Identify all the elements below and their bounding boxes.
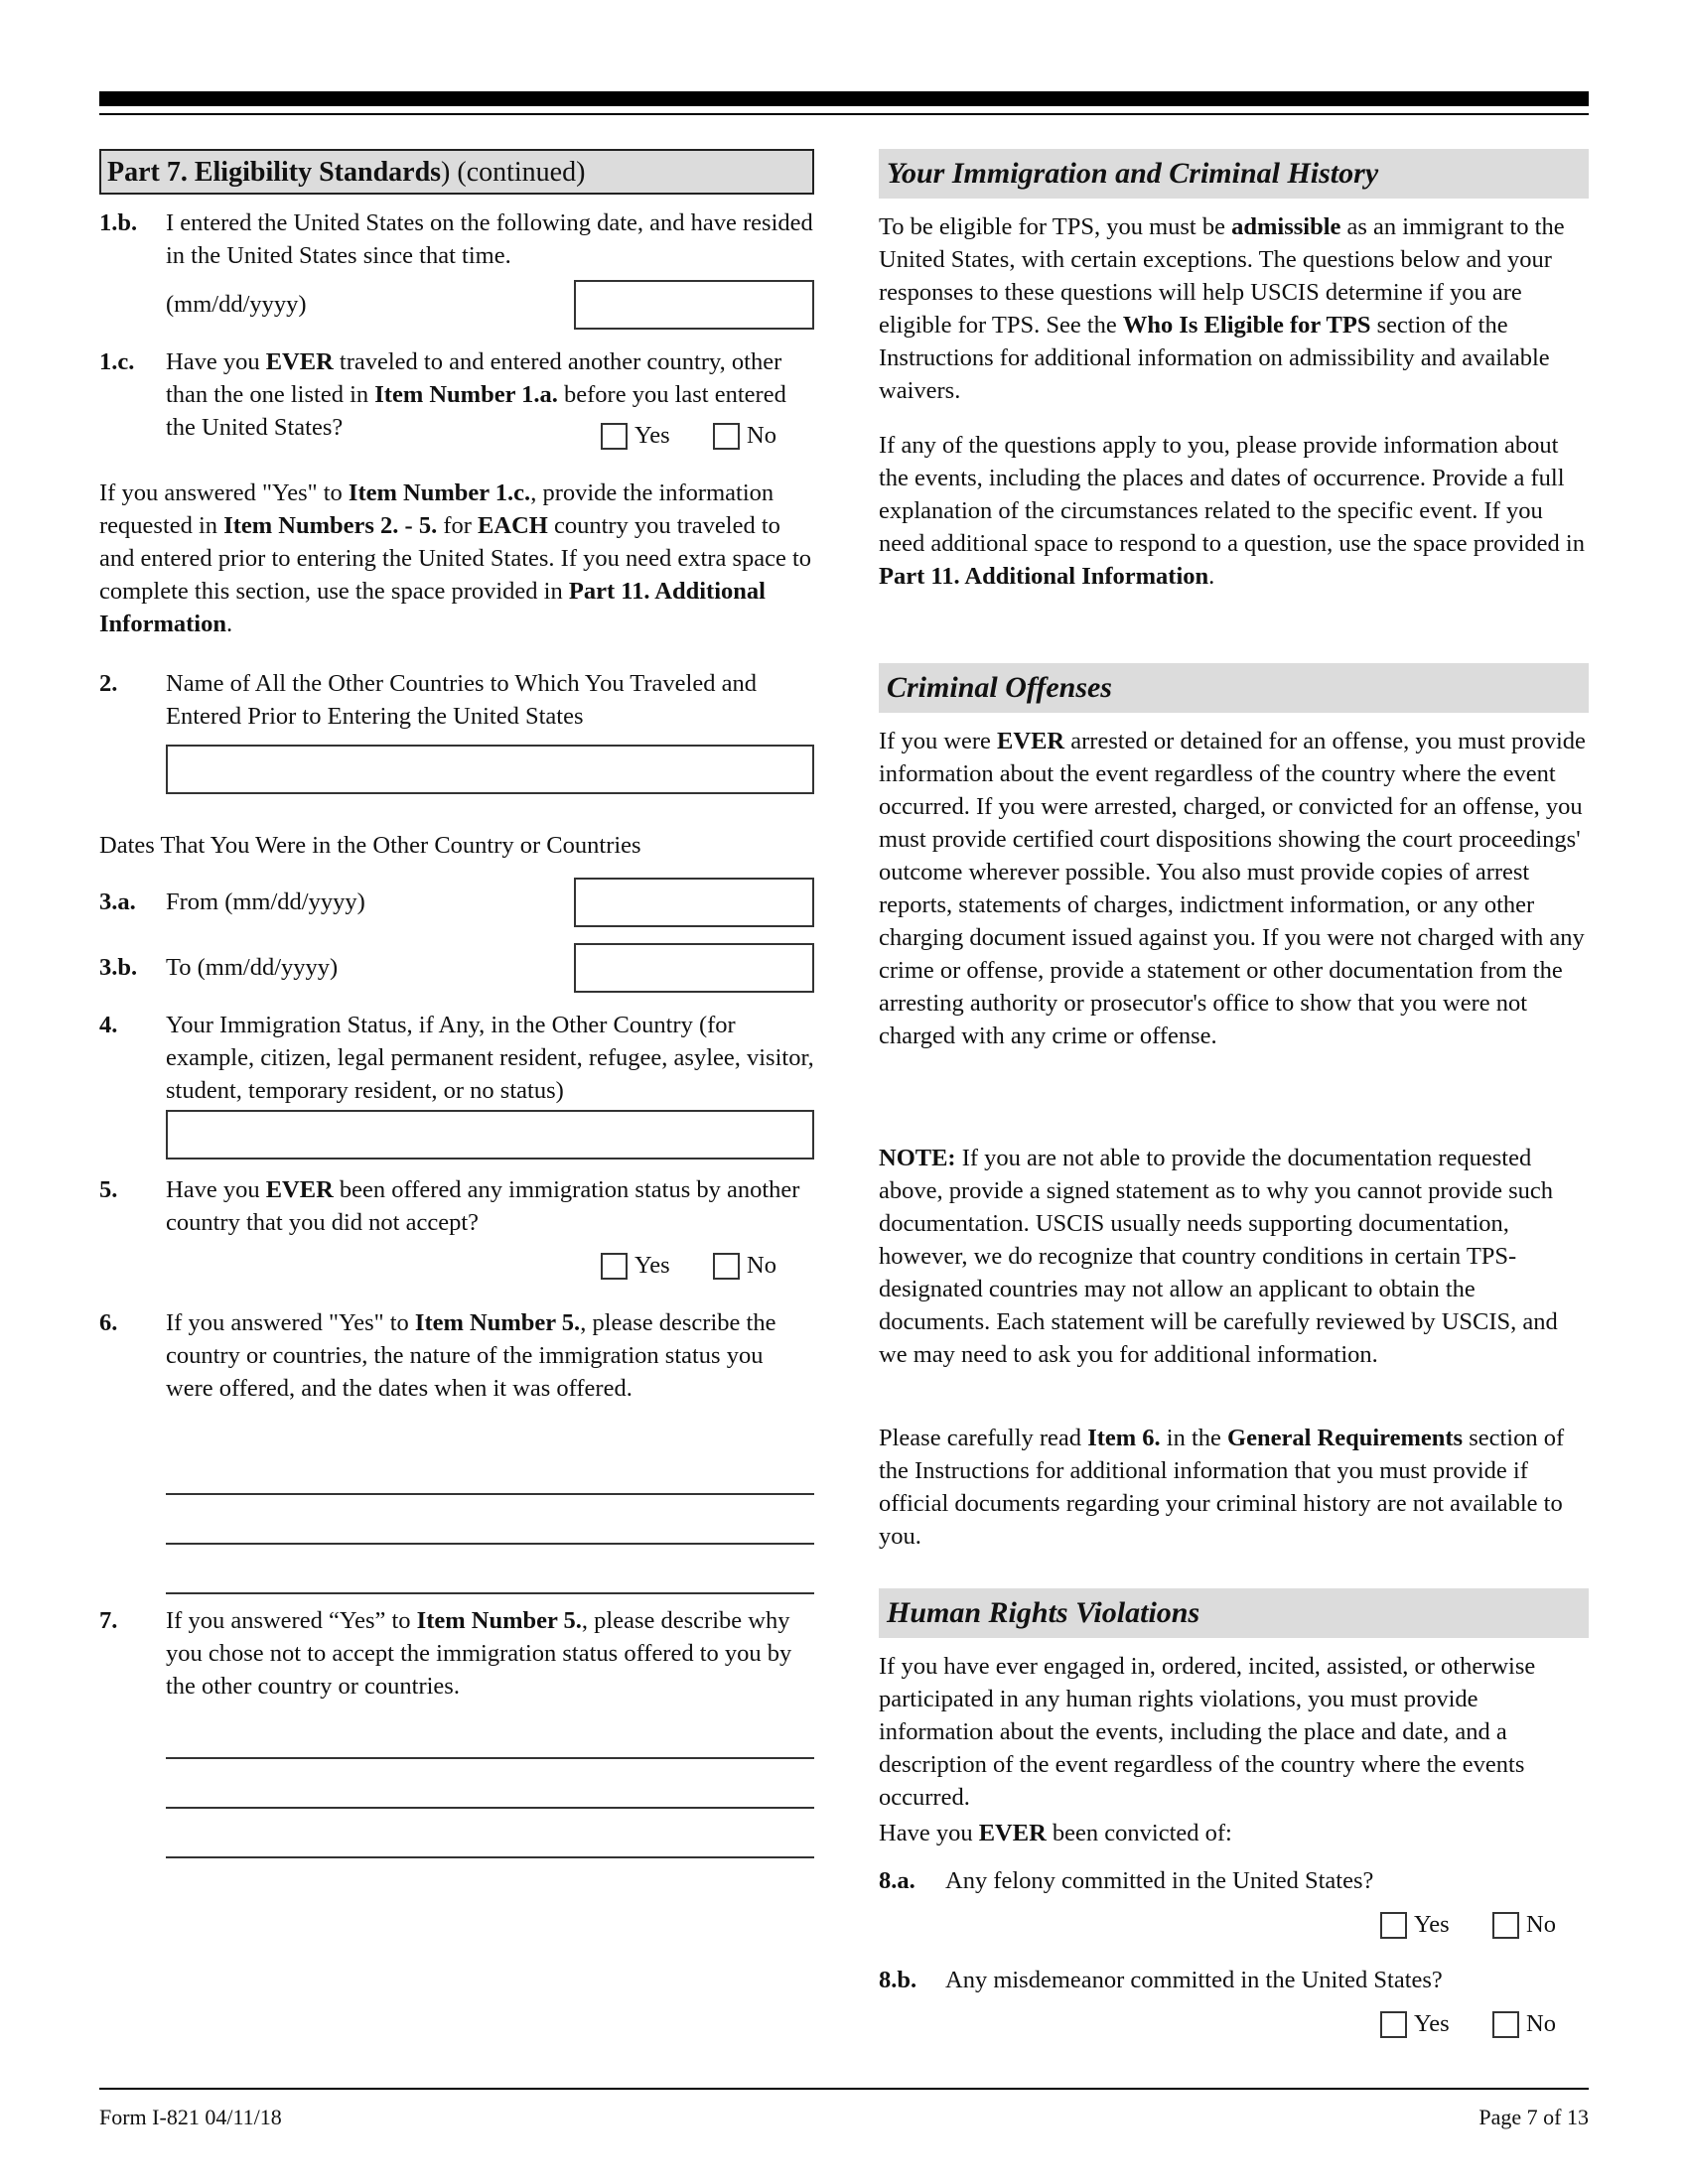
p2-text-2: . — [1208, 563, 1215, 590]
instr-bold-3: EACH — [478, 512, 548, 539]
no-label: No — [747, 1252, 776, 1279]
form-id: Form I-821 04/11/18 — [99, 2105, 282, 2129]
p1-bold-1: admissible — [1231, 213, 1341, 240]
instr-text-5: . — [225, 611, 233, 637]
item-7 — [99, 1604, 814, 1703]
instructions-paragraph — [99, 477, 814, 640]
no-checkbox[interactable] — [1492, 1912, 1519, 1939]
item-2-text: Name of All the Other Countries to Which You Traveled and Entered Prior to Entering the United States — [166, 670, 757, 730]
part-header — [99, 149, 814, 195]
item-1b — [99, 206, 814, 272]
convicted-prompt — [879, 1817, 1589, 1849]
note-paragraph — [879, 1142, 1589, 1371]
to-date-field[interactable] — [574, 943, 814, 993]
item-6-text-2: , please describe the country or countries, the nature of the immigration status you were offered, and the dates when it was offered. — [166, 1309, 776, 1402]
item-7-item-ref: Item Number 5. — [416, 1607, 582, 1634]
item-6-text-1: If you answered "Yes" to — [166, 1309, 415, 1336]
right-column — [879, 149, 1589, 2037]
part-suffix: ) (continued) — [441, 157, 586, 188]
item-2 — [99, 667, 814, 733]
item-6-answer-line-1[interactable] — [166, 1493, 814, 1495]
immigration-status-field[interactable] — [166, 1110, 814, 1160]
p5-text-2: in the — [1160, 1425, 1228, 1451]
no-checkbox[interactable] — [1492, 2011, 1519, 2038]
yes-label: Yes — [634, 422, 670, 449]
item-3a — [99, 886, 576, 918]
item-4 — [99, 1009, 814, 1107]
from-date-field[interactable] — [574, 878, 814, 927]
item-1c-yes[interactable] — [601, 419, 670, 453]
yes-label: Yes — [1414, 1911, 1450, 1938]
part-title: Part 7. Eligibility Standards — [107, 157, 442, 188]
item-8b-text: Any misdemeanor committed in the United States? — [945, 1967, 1443, 1993]
p3-text-2: arrested or detained for an offense, you must provide information about the event regardless of the country where the event occurred. If you were arrested, charged, or convicted for an offense, you must provide certified court dispositions showing the court proceedings' outcome wherever possible. You also must provide copies of arrest reports, statements of charges, indictment information, or any other charging document issued against you. If you were not charged with any crime or offense, provide a statement or other documentation from the arresting authority or prosecutor's office to show that you were not charged with any crime or offense. — [879, 728, 1586, 1049]
item-2-number: 2. — [99, 670, 118, 697]
instr-text-1: If you answered "Yes" to — [99, 479, 349, 506]
item-5-text-2: been offered any immigration status by another country that you did not accept? — [166, 1176, 800, 1236]
other-countries-field[interactable] — [166, 745, 814, 794]
yes-checkbox[interactable] — [1380, 1912, 1407, 1939]
item-3a-text: From (mm/dd/yyyy) — [166, 888, 365, 915]
p3-bold-1: EVER — [997, 728, 1065, 754]
item-8b-no[interactable] — [1492, 2007, 1556, 2041]
no-checkbox[interactable] — [713, 1253, 740, 1280]
p1-text-2: as an immigrant to the United States, with certain exceptions. The questions below and your responses to these questions will help USCIS determine if you are eligible for TPS. See the — [879, 213, 1565, 339]
item-3a-number: 3.a. — [99, 888, 136, 915]
top-rule-thin — [99, 113, 1589, 115]
item-7-number: 7. — [99, 1607, 118, 1634]
item-5-number: 5. — [99, 1176, 118, 1203]
item-1c-item-ref: Item Number 1.a. — [374, 381, 558, 408]
p5-text-3: section of the Instructions for additional information that you must provide if official documents regarding your criminal history are not available to you. — [879, 1425, 1565, 1550]
dates-label: Dates That You Were in the Other Country or Countries — [99, 832, 641, 859]
note-label: NOTE: — [879, 1145, 956, 1171]
item-5 — [99, 1173, 814, 1239]
item-7-answer-line-2[interactable] — [166, 1807, 814, 1809]
p7-text-2: been convicted of: — [1046, 1820, 1232, 1846]
p7-ever: EVER — [978, 1820, 1047, 1846]
item-1c-text-1: Have you — [166, 348, 266, 375]
yes-checkbox[interactable] — [601, 423, 628, 450]
yes-label: Yes — [1414, 2010, 1450, 2037]
no-checkbox[interactable] — [713, 423, 740, 450]
instr-text-3: for — [437, 512, 479, 539]
item-5-no[interactable] — [713, 1249, 776, 1283]
criminal-offenses-paragraph — [879, 725, 1589, 1052]
item-7-text-2: , please describe why you chose not to accept the immigration status offered to you by the other country or countries. — [166, 1607, 792, 1700]
item-8b-yes[interactable] — [1380, 2007, 1450, 2041]
p2-text-1: If any of the questions apply to you, please provide information about the events, including the places and dates of occurrence. Provide a full explanation of the circumstances related to the specific event. If you need additional space to respond to a question, use the space provided in — [879, 432, 1585, 557]
item-5-yes[interactable] — [601, 1249, 670, 1283]
item-6-item-ref: Item Number 5. — [414, 1309, 581, 1336]
p1-text-3: section of the Instructions for additional information on admissibility and available waivers. — [879, 312, 1550, 404]
item-1c-number: 1.c. — [99, 348, 135, 375]
item-3b-text: To (mm/dd/yyyy) — [166, 954, 339, 981]
p5-text-1: Please carefully read — [879, 1425, 1088, 1451]
item-3b-number: 3.b. — [99, 954, 138, 981]
item-4-number: 4. — [99, 1012, 118, 1038]
p1-bold-2: Who Is Eligible for TPS — [1122, 312, 1371, 339]
instr-bold-1: Item Number 1.c. — [348, 479, 531, 506]
item-8a-text: Any felony committed in the United States? — [945, 1867, 1374, 1894]
item-1c-ever: EVER — [265, 348, 334, 375]
no-label: No — [747, 422, 776, 449]
item-6-number: 6. — [99, 1309, 118, 1336]
item-7-answer-line-1[interactable] — [166, 1757, 814, 1759]
item-1b-number: 1.b. — [99, 209, 138, 236]
p2-bold-1: Part 11. Additional Information — [879, 563, 1209, 590]
item-5-ever: EVER — [265, 1176, 334, 1203]
item-3b — [99, 951, 576, 984]
human-rights-paragraph: If you have ever engaged in, ordered, incited, assisted, or otherwise participated in any human rights violations, you must provide information about the events, including the place and date, and a description of the event regardless of the country where the events occurred. — [879, 1653, 1536, 1811]
no-label: No — [1526, 2010, 1556, 2037]
item-1b-date-label: (mm/dd/yyyy) — [166, 291, 307, 318]
instr-bold-2: Item Numbers 2. - 5. — [223, 512, 438, 539]
p3-text-1: If you were — [879, 728, 998, 754]
left-column — [99, 149, 814, 1700]
instr-text-4: country you traveled to and entered prior to entering the United States. If you need extra space to complete this section, use the space provided in — [99, 512, 812, 605]
item-6-answer-line-2[interactable] — [166, 1543, 814, 1545]
item-8b-number: 8.b. — [879, 1967, 917, 1993]
yes-checkbox[interactable] — [601, 1253, 628, 1280]
instr-text-2: , provide the information requested in — [99, 479, 774, 539]
item-8b — [879, 1964, 1589, 1996]
note-text: If you are not able to provide the documentation requested above, provide a signed statement as to why you cannot provide such documentation. USCIS usually needs supporting documentation, however, we do recognize that country conditions in certain TPS-designated countries may not allow an applicant to obtain the documents. Each statement will be carefully reviewed by USCIS, and we may need to ask you for additional information. — [879, 1145, 1558, 1368]
p5-bold-2: General Requirements — [1227, 1425, 1464, 1451]
item-4-text: Your Immigration Status, if Any, in the Other Country (for example, citizen, legal permanent resident, refugee, asylee, visitor, student, temporary resident, or no status) — [166, 1012, 814, 1104]
footer-rule — [99, 2088, 1589, 2090]
no-label: No — [1526, 1911, 1556, 1938]
date-entered-field[interactable] — [574, 280, 814, 330]
yes-checkbox[interactable] — [1380, 2011, 1407, 2038]
instr-bold-4: Part 11. Additional Information — [99, 578, 766, 637]
item-5-text-1: Have you — [166, 1176, 266, 1203]
top-rule-thick — [99, 91, 1589, 106]
item-8a-yes[interactable] — [1380, 1908, 1450, 1942]
general-requirements-paragraph — [879, 1422, 1589, 1553]
item-1c-no[interactable] — [713, 419, 776, 453]
item-1b-text: I entered the United States on the following date, and have resided in the United States since that time. — [166, 209, 813, 269]
page-number: Page 7 of 13 — [1478, 2105, 1589, 2129]
item-1c-text-3: before you last entered the United States? — [166, 381, 786, 441]
section-header-immigration-criminal-history: Your Immigration and Criminal History — [879, 149, 1589, 199]
explanation-paragraph — [879, 429, 1589, 593]
admissibility-paragraph — [879, 210, 1589, 407]
p1-text-1: To be eligible for TPS, you must be — [879, 213, 1232, 240]
p5-bold-1: Item 6. — [1087, 1425, 1161, 1451]
p7-text-1: Have you — [879, 1820, 979, 1846]
item-6 — [99, 1306, 814, 1405]
item-7-answer-line-3[interactable] — [166, 1856, 814, 1858]
item-8a — [879, 1864, 1589, 1897]
item-8a-number: 8.a. — [879, 1867, 915, 1894]
item-1c-text-2: traveled to and entered another country, other than the one listed in — [166, 348, 782, 408]
section-header-human-rights-violations: Human Rights Violations — [879, 1588, 1589, 1638]
item-1c — [99, 345, 814, 444]
yes-label: Yes — [634, 1252, 670, 1279]
item-8a-no[interactable] — [1492, 1908, 1556, 1942]
item-6-answer-line-3[interactable] — [166, 1592, 814, 1594]
item-7-text-1: If you answered “Yes” to — [166, 1607, 417, 1634]
section-header-criminal-offenses: Criminal Offenses — [879, 663, 1589, 713]
